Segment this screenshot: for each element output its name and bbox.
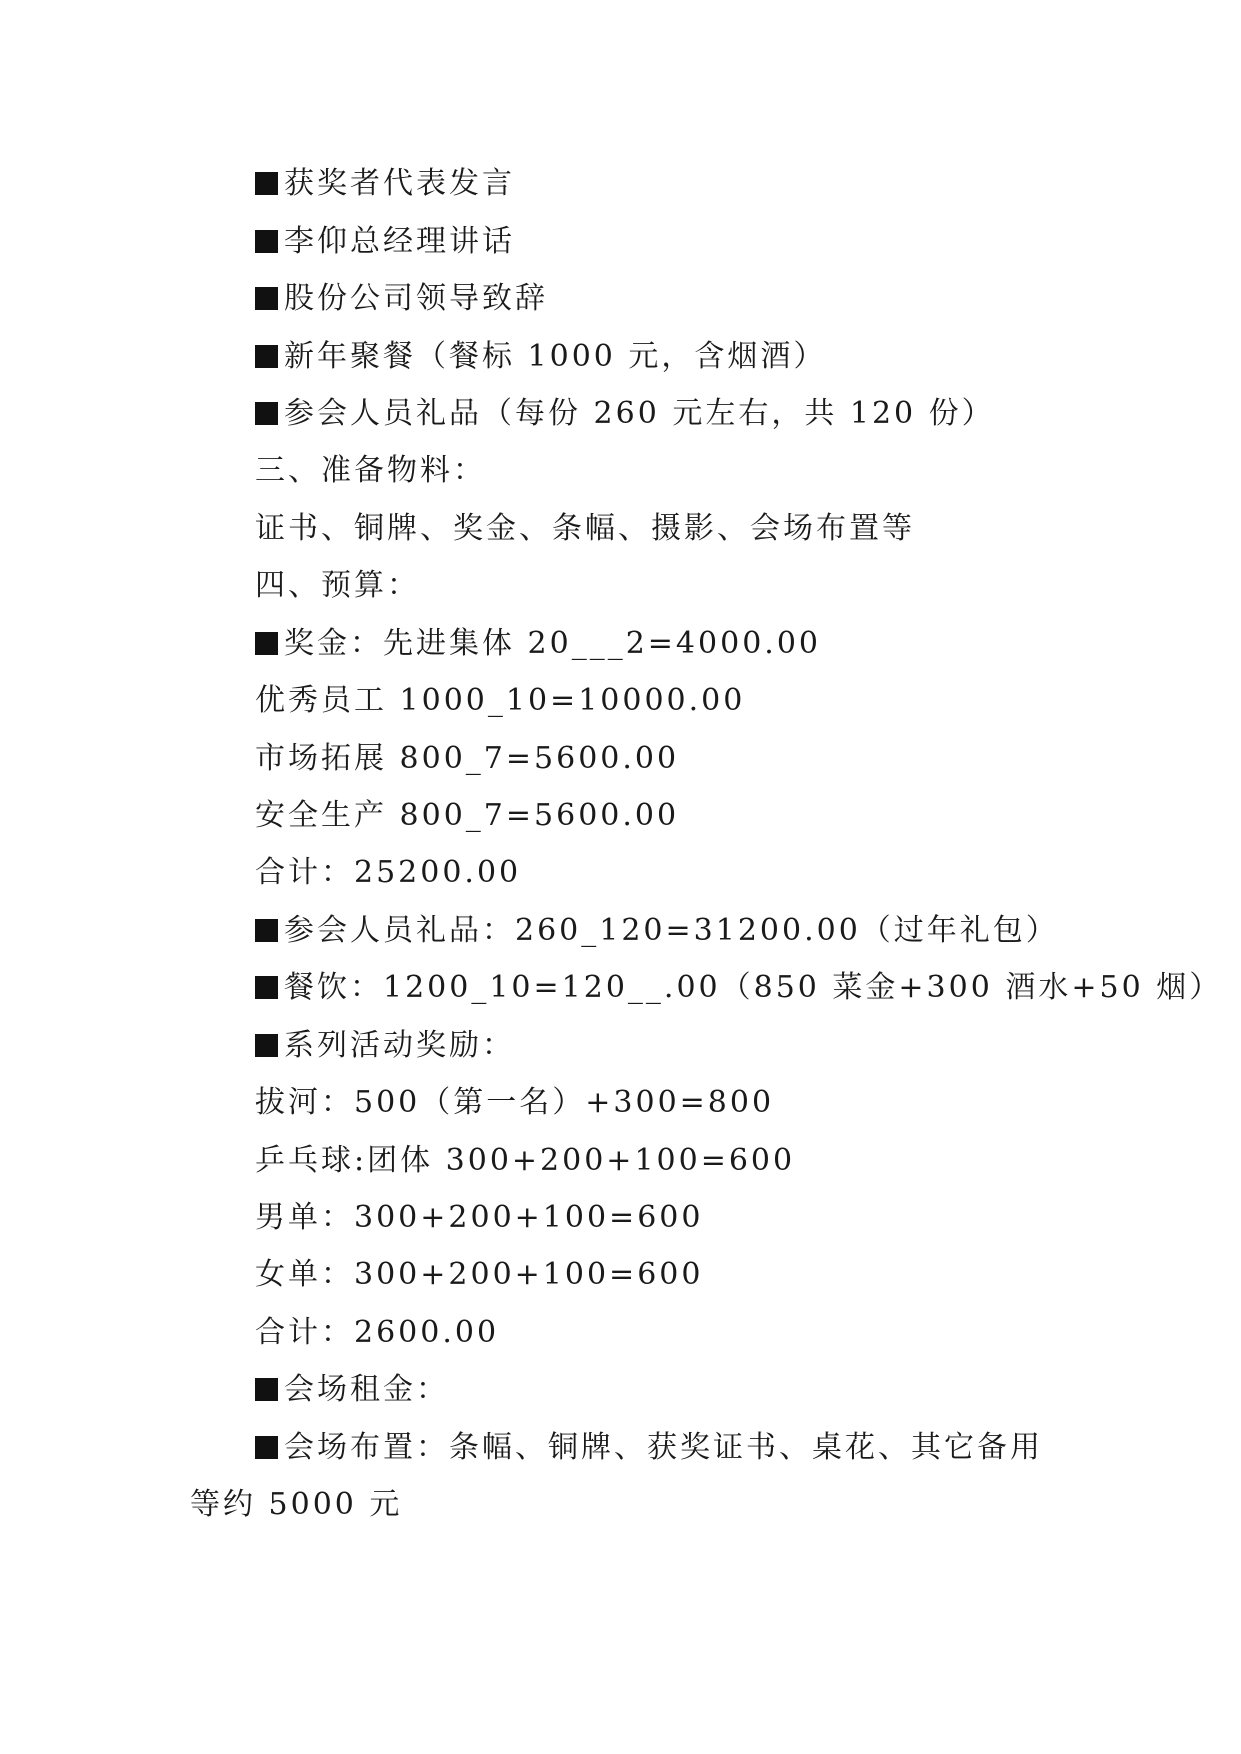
line-text: 市场拓展 800_7=5600.00 [255, 741, 680, 776]
line-bonus-market [255, 739, 679, 779]
line-text: 系列活动奖励： [284, 1028, 515, 1063]
line-text: 女单：300+200+100=600 [255, 1257, 704, 1292]
line-table-tennis-team [255, 1141, 795, 1181]
line-bonus-total [255, 853, 521, 893]
line-text: 会场租金： [284, 1372, 449, 1407]
line-text: 证书、铜牌、奖金、条幅、摄影、会场布置等 [255, 511, 915, 546]
line-text: 等约 5000 元 [190, 1487, 403, 1522]
line-materials-list [255, 509, 915, 549]
line-text: 奖金：先进集体 20___2=4000.00 [284, 626, 821, 661]
line-text: 男单：300+200+100=600 [255, 1200, 704, 1235]
line-text: 李仰总经理讲话 [284, 224, 515, 259]
bullet-square-icon [255, 976, 278, 999]
line-text: 合计：25200.00 [255, 855, 522, 890]
line-text: 参会人员礼品：260_120=31200.00（过年礼包） [284, 913, 1059, 948]
bullet-square-icon [255, 1436, 278, 1459]
bullet-square-icon [255, 230, 278, 253]
line-text: 参会人员礼品（每份 260 元左右，共 120 份） [284, 396, 995, 431]
line-text: 会场布置：条幅、铜牌、获奖证书、桌花、其它备用 [284, 1430, 1043, 1465]
line-company-address [255, 279, 548, 319]
bullet-square-icon [255, 287, 278, 310]
line-tug-of-war [255, 1083, 774, 1123]
line-gift-budget [255, 911, 1059, 951]
line-text: 优秀员工 1000_10=10000.00 [255, 683, 746, 718]
line-womens-singles [255, 1255, 703, 1295]
line-attendee-gifts [255, 394, 995, 434]
line-text: 股份公司领导致辞 [284, 281, 548, 316]
line-text: 拔河：500（第一名）+300=800 [255, 1085, 775, 1120]
line-mens-singles [255, 1198, 703, 1238]
line-activity-total [255, 1313, 499, 1353]
line-bonus-safety [255, 796, 679, 836]
line-dining-budget [255, 968, 1222, 1008]
line-text: 获奖者代表发言 [284, 166, 515, 201]
bullet-square-icon [255, 402, 278, 425]
section-heading-budget [255, 566, 420, 606]
line-bonus-collective [255, 624, 821, 664]
line-text: 安全生产 800_7=5600.00 [255, 798, 680, 833]
line-text: 新年聚餐（餐标 1000 元，含烟酒） [284, 339, 827, 374]
bullet-square-icon [255, 1034, 278, 1057]
line-gm-speech [255, 222, 515, 262]
line-text: 四、预算： [255, 568, 420, 603]
line-bonus-excellent-staff [255, 681, 745, 721]
line-awardee-speech [255, 164, 515, 204]
section-heading-materials [255, 451, 486, 491]
line-text: 合计：2600.00 [255, 1315, 500, 1350]
bullet-square-icon [255, 919, 278, 942]
line-text: 餐饮：1200_10=120__.00（850 菜金+300 酒水+50 烟） [284, 970, 1223, 1005]
line-text: 三、准备物料： [255, 453, 486, 488]
line-venue-decoration-cont [190, 1485, 402, 1525]
line-activity-rewards [255, 1026, 515, 1066]
line-text: 乒乓球:团体 300+200+100=600 [255, 1143, 796, 1178]
bullet-square-icon [255, 345, 278, 368]
bullet-square-icon [255, 172, 278, 195]
bullet-square-icon [255, 1378, 278, 1401]
line-venue-decoration [255, 1428, 1043, 1468]
line-venue-rent [255, 1370, 449, 1410]
line-new-year-dinner [255, 337, 826, 377]
bullet-square-icon [255, 632, 278, 655]
